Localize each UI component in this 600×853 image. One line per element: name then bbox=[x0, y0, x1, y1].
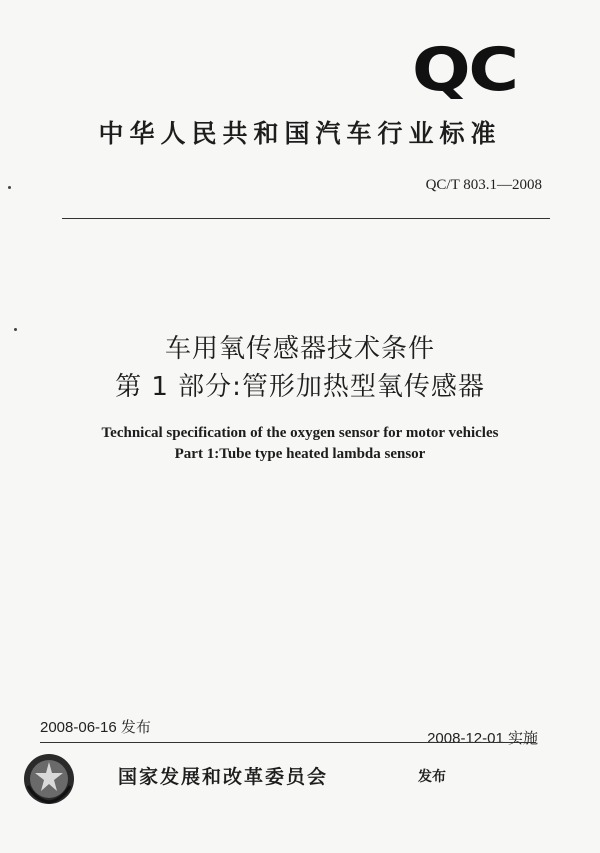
footer-divider bbox=[40, 742, 536, 743]
implement-date: 2008-12-01 实施 bbox=[427, 730, 538, 747]
standard-type-title: 中华人民共和国汽车行业标准 bbox=[98, 119, 502, 148]
en-title-line2: Part 1:Tube type heated lambda sensor bbox=[174, 446, 426, 462]
issue-date: 2008-06-16 发布 bbox=[40, 719, 151, 736]
cn-title-line1: 车用氧传感器技术条件 bbox=[164, 334, 435, 364]
publish-label: 发布 bbox=[418, 769, 446, 785]
national-emblem-icon bbox=[22, 752, 76, 806]
scan-speck bbox=[14, 328, 17, 331]
header-divider bbox=[62, 218, 550, 219]
qc-logo: QC bbox=[412, 35, 517, 105]
en-title-line1: Technical specification of the oxygen sensor for motor vehicles bbox=[101, 425, 499, 441]
cn-title-line2: 第 1 部分:管形加热型氧传感器 bbox=[115, 372, 485, 402]
scan-speck bbox=[8, 186, 11, 189]
publisher-name: 国家发展和改革委员会 bbox=[118, 766, 329, 788]
standard-code: QC/T 803.1—2008 bbox=[425, 177, 542, 193]
